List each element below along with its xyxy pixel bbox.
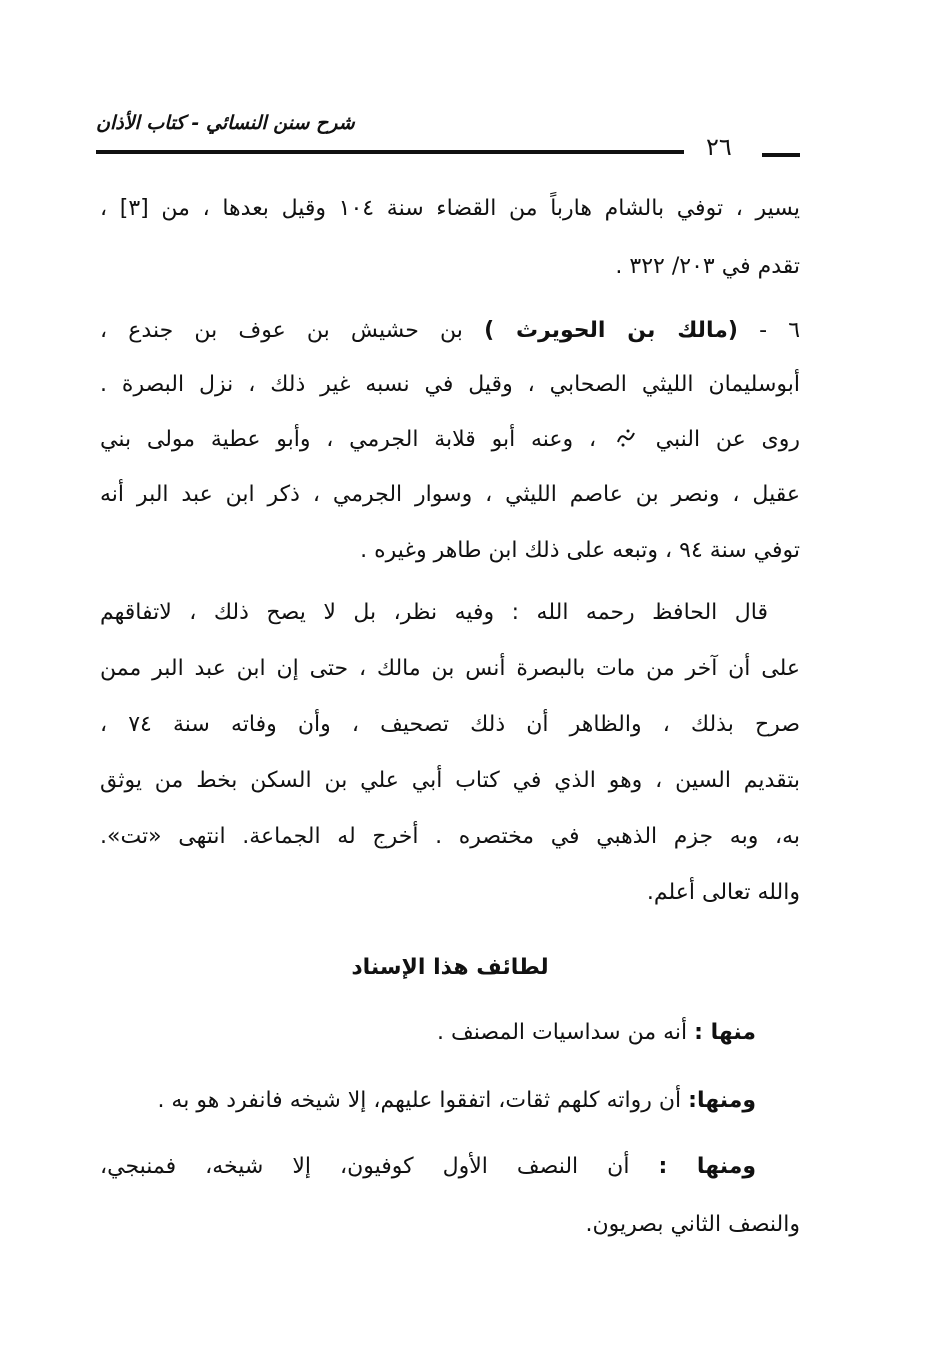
section-heading: لطائف هذا الإسناد	[351, 955, 549, 980]
text-segment: ، وعنه أبو قلابة الجرمي ، وأبو عطية مولى بني	[100, 427, 597, 452]
list-item-text: أنه من سداسيات المصنف .	[437, 1020, 688, 1045]
text-line: عقيل ، ونصر بن عاصم الليثي ، وسوار الجرمي ، ذكر ابن عبد البر أنه	[100, 482, 800, 507]
text-line: والله تعالى أعلم.	[646, 880, 800, 905]
running-title: شرح سنن النسائي - كتاب الأذان	[96, 112, 355, 134]
text-line	[100, 425, 800, 455]
list-item	[100, 1152, 756, 1182]
page-number: ٢٦	[706, 133, 732, 161]
narrator-lineage: بن حشيش بن عوف بن جندع ،	[100, 318, 463, 343]
list-item	[157, 1086, 756, 1116]
text-line: قال الحافظ رحمه الله : وفيه نظر، بل لا يصح ذلك ، لاتفاقهم	[100, 600, 768, 625]
list-item-label: منها :	[694, 1020, 756, 1045]
text-line: به، وبه جزم الذهبي في مختصره . أخرج له الجماعة. انتهى «تت».	[100, 824, 800, 849]
narrator-name: (مالك بن الحويرث )	[484, 318, 738, 343]
list-item-text: أن رواته كلهم ثقات، اتفقوا عليهم، إلا شيخه فانفرد هو به .	[157, 1088, 682, 1113]
list-item-label: ومنها:	[688, 1088, 756, 1113]
text-line: على أن آخر من مات بالبصرة أنس بن مالك ، حتى إن ابن عبد البر ممن	[100, 656, 800, 681]
list-item	[437, 1018, 756, 1048]
list-item-text: أن النصف الأول كوفيون، إلا شيخه، فمنبجي،	[100, 1154, 630, 1179]
header-rule	[96, 150, 684, 154]
text-line: صرح بذلك ، والظاهر أن ذلك تصحيف ، وأن وفاته سنة ٧٤ ،	[100, 712, 801, 737]
text-line: تقدم في ٢٠٣/ ٣٢٢ .	[615, 254, 800, 279]
text-line: أبوسليمان الليثي الصحابي ، وقيل في نسبه غير ذلك ، نزل البصرة .	[100, 372, 800, 397]
text-line: والنصف الثاني بصريون.	[585, 1212, 800, 1237]
text-line: بتقديم السين ، وهو الذي في كتاب أبي علي بن السكن بخط من يوثق	[100, 768, 800, 793]
narrator-number: ٦ -	[759, 318, 801, 343]
text-segment: روى عن النبي	[655, 427, 800, 452]
page-number-dash	[762, 153, 800, 157]
narrator-heading-line	[100, 316, 800, 346]
text-line: يسير ، توفي بالشام هارباً من القضاء سنة ١٠٤ وقيل بعدها ، من [٣] ،	[100, 196, 800, 221]
list-item-label: ومنها :	[658, 1154, 756, 1179]
salutation-mark-icon	[615, 427, 637, 449]
text-line: توفي سنة ٩٤ ، وتبعه على ذلك ابن طاهر وغيره .	[360, 538, 800, 563]
